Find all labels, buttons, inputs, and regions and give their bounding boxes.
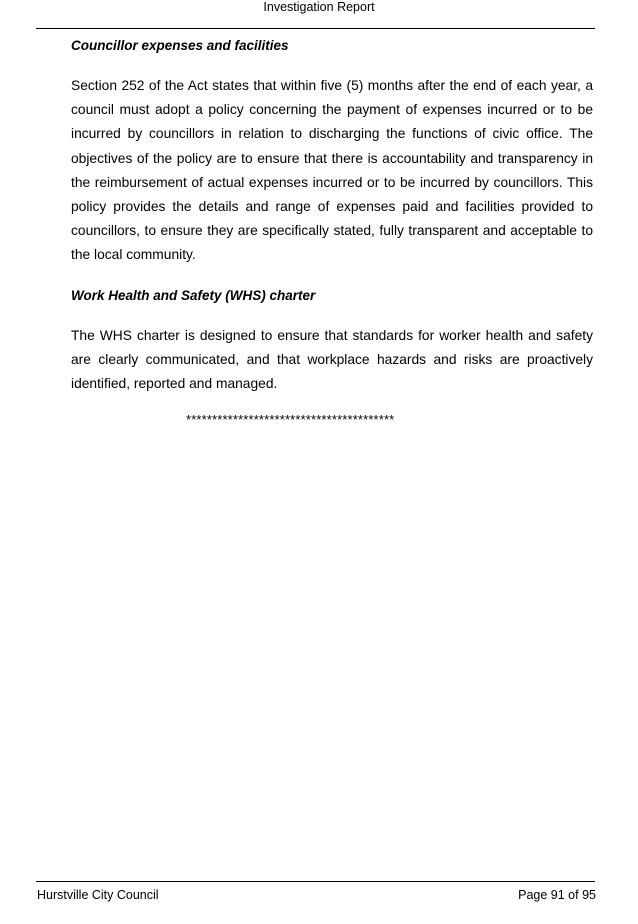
section-heading-councillor-expenses: Councillor expenses and facilities <box>71 38 289 53</box>
footer-divider <box>36 881 595 882</box>
header-divider <box>36 28 595 29</box>
footer-organisation: Hurstville City Council <box>37 888 159 902</box>
running-header: Investigation Report <box>263 0 375 14</box>
section-paragraph-whs-charter: The WHS charter is designed to ensure that standards for worker health and safety are clearly communicated, and that workplace hazards and risks are proactively identified, reported and managed. <box>71 327 593 392</box>
footer-page-number: Page 91 of 95 <box>518 888 596 902</box>
page-content <box>71 34 593 396</box>
end-of-section-marker: **************************************** <box>186 412 395 427</box>
section-heading-whs-charter: Work Health and Safety (WHS) charter <box>71 287 316 303</box>
section-paragraph-councillor-expenses: Section 252 of the Act states that within five (5) months after the end of each year, a council must adopt a policy concerning the payment of expenses incurred or to be incurred by councillors in relation to discharging the functions of civic office. The objectives of the policy are to ensure that there is accountability and transparency in the reimbursement of actual expenses incurred or to be incurred by councillors. This policy provides the details and range of expenses paid and facilities provided to councillors, to ensure they are specifically stated, fully transparent and acceptable to the local community. <box>71 78 593 263</box>
